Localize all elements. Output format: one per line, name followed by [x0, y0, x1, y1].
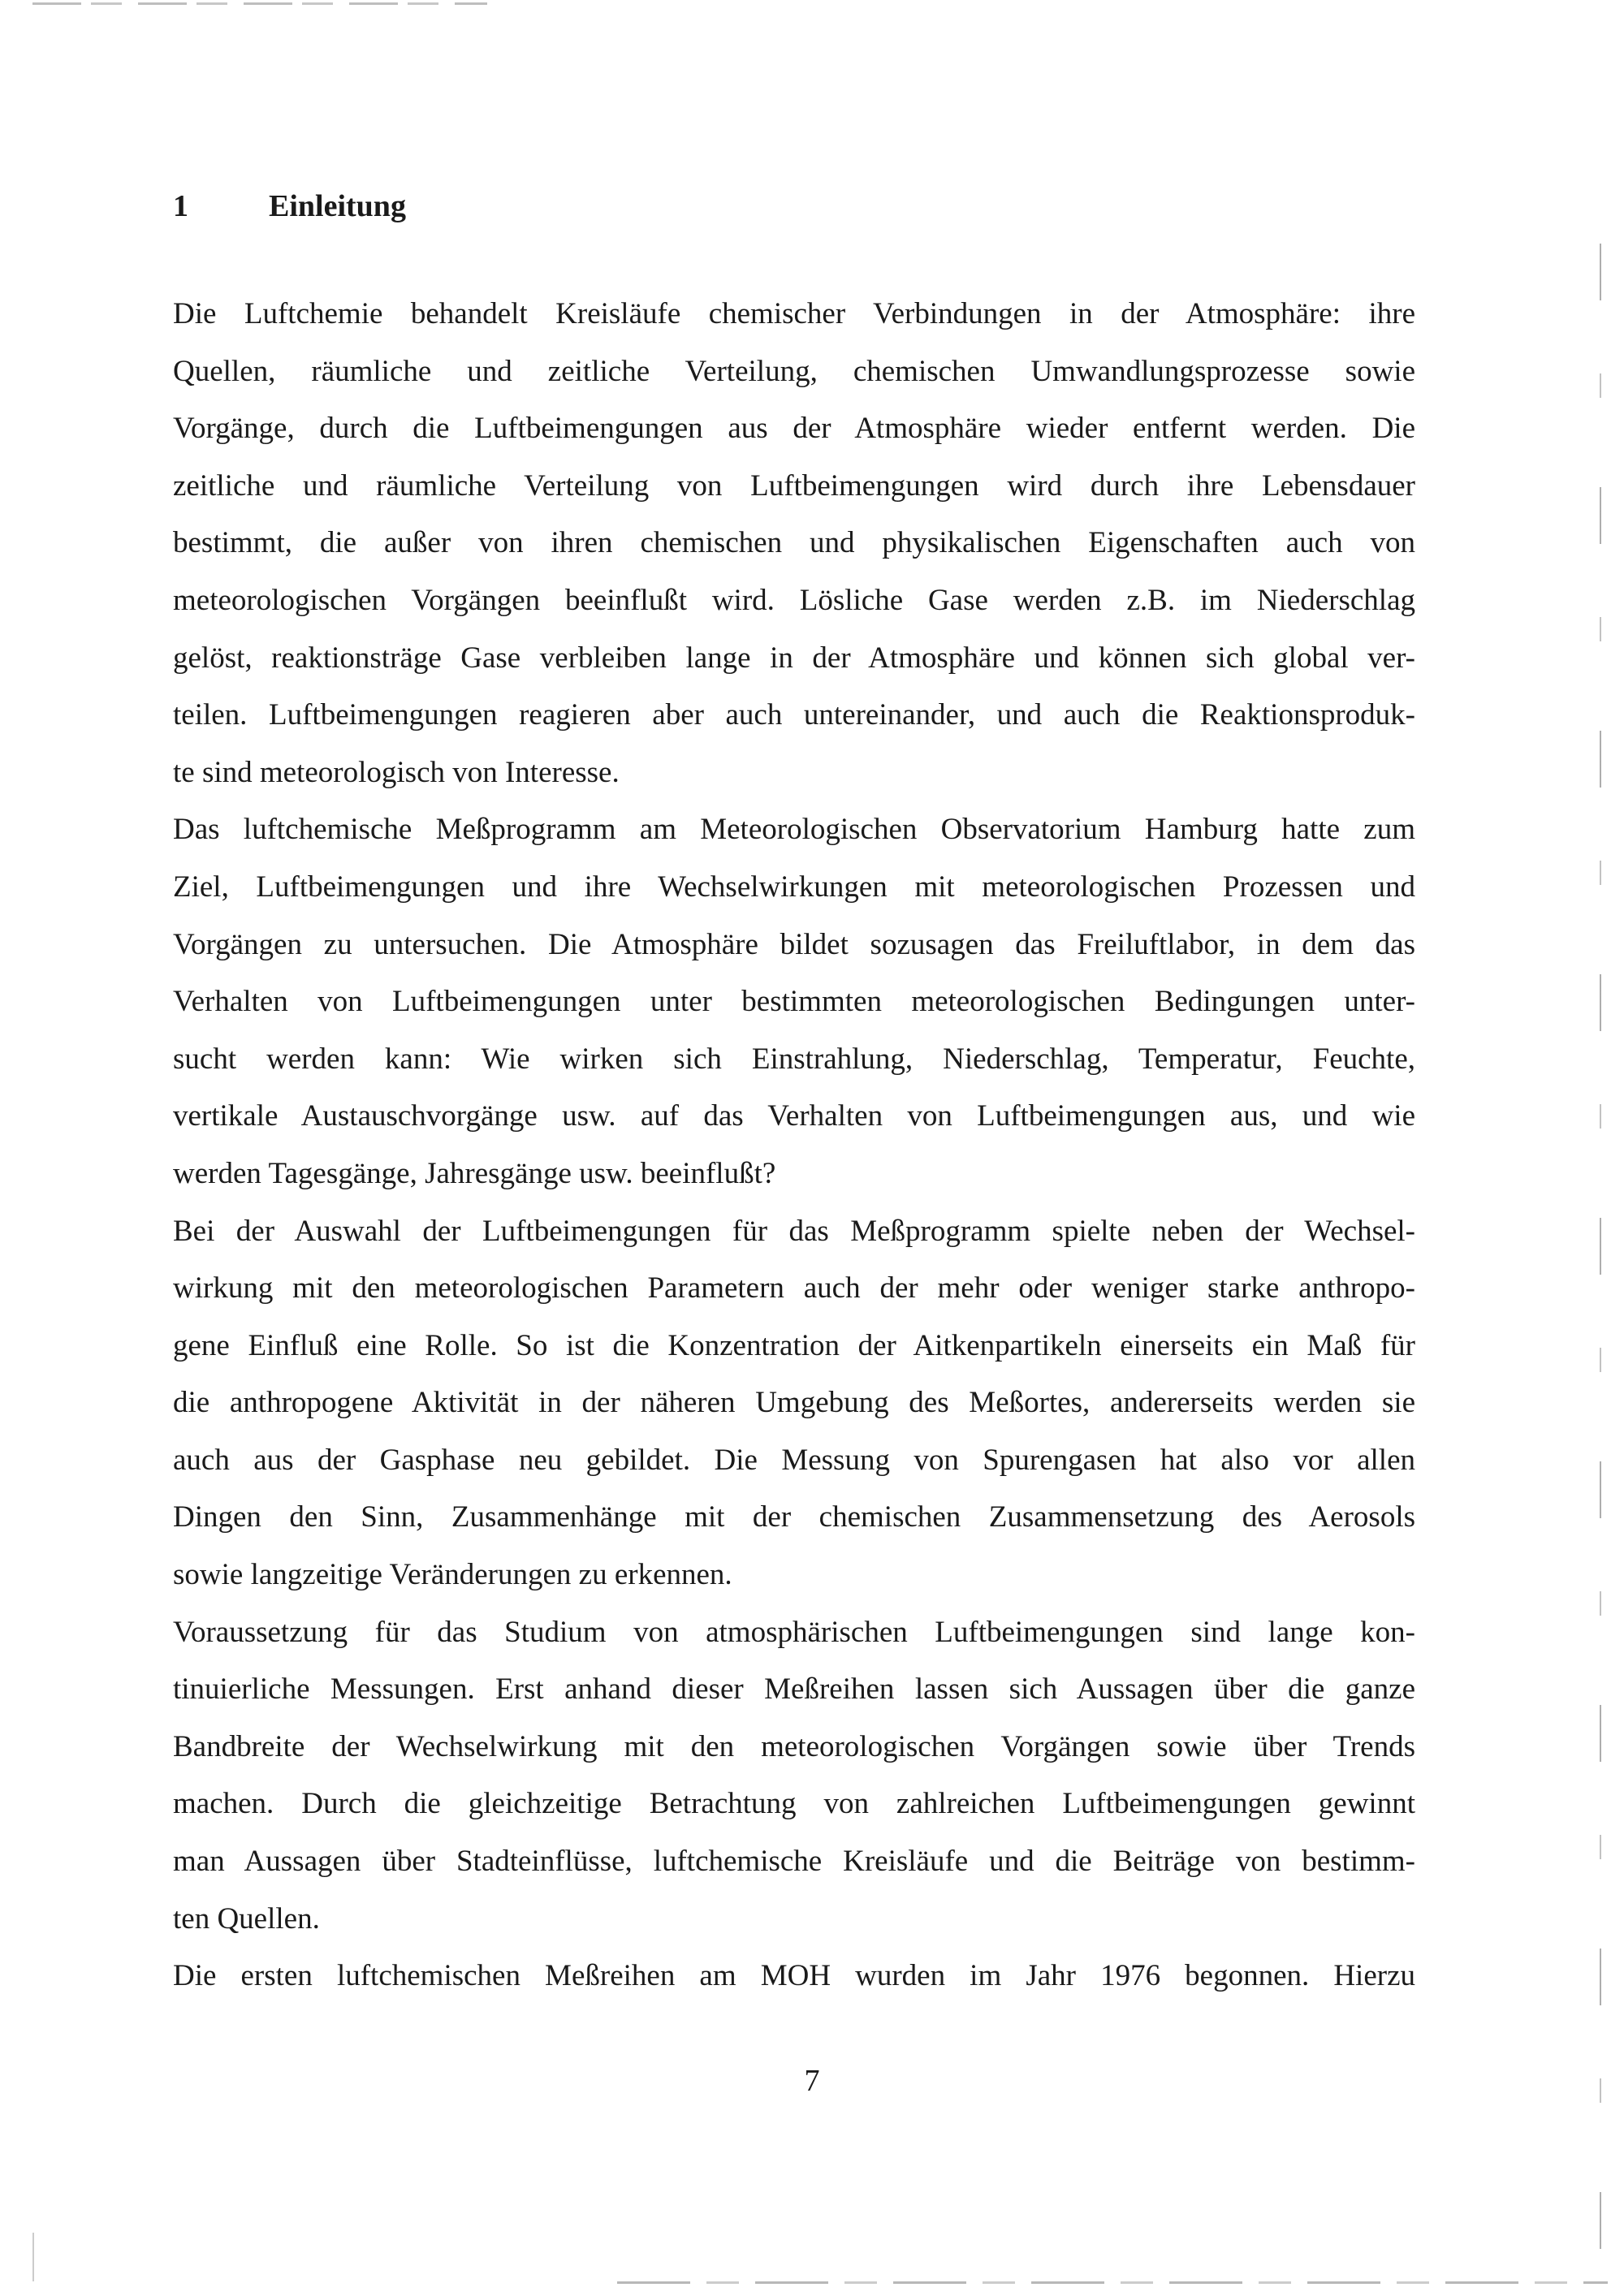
text-line: Die ersten luftchemischen Meßreihen am MOH wurden im Jahr 1976 begonnen. Hierzu: [173, 1959, 1415, 1993]
text-line: machen. Durch die gleichzeitige Betrachtung von zahlreichen Luftbeimengungen gewinnt: [173, 1787, 1415, 1821]
text-line: man Aussagen über Stadteinflüsse, luftchemische Kreisläufe und die Beiträge von bestimm-: [173, 1845, 1415, 1879]
text-line: sucht werden kann: Wie wirken sich Einstrahlung, Niederschlag, Temperatur, Feuchte,: [173, 1042, 1415, 1076]
text-line: te sind meteorologisch von Interesse.: [173, 755, 620, 789]
text-line: vertikale Austauschvorgänge usw. auf das Verhalten von Luftbeimengungen aus, und wie: [173, 1099, 1415, 1133]
text-line: die anthropogene Aktivität in der näheren Umgebung des Meßortes, andererseits werden sie: [173, 1386, 1415, 1420]
paragraph: [173, 1604, 1415, 1949]
text-line: Ziel, Luftbeimengungen und ihre Wechselwirkungen mit meteorologischen Prozessen und: [173, 870, 1415, 904]
text-line: gene Einfluß eine Rolle. So ist die Konzentration der Aitkenpartikeln einerseits ein Maß für: [173, 1328, 1415, 1362]
text-line: ten Quellen.: [173, 1901, 320, 1936]
page-number: 7: [804, 2064, 820, 2098]
text-line: Vorgänge, durch die Luftbeimengungen aus der Atmosphäre wieder entfernt werden. Die: [173, 412, 1415, 446]
scan-edge-right: [1600, 244, 1601, 2273]
text-line: meteorologischen Vorgängen beeinflußt wird. Lösliche Gase werden z.B. im Niederschlag: [173, 583, 1415, 617]
paragraph: [173, 801, 1415, 1202]
text-line: Dingen den Sinn, Zusammenhänge mit der chemischen Zusammensetzung des Aerosols: [173, 1500, 1415, 1534]
scan-mark-corner: [32, 2233, 34, 2281]
text-line: Quellen, räumliche und zeitliche Verteilung, chemischen Umwandlungsprozesse sowie: [173, 354, 1415, 388]
paragraph: [173, 1203, 1415, 1604]
section-number: 1: [173, 189, 188, 223]
text-line: Vorgängen zu untersuchen. Die Atmosphäre bildet sozusagen das Freiluftlabor, in dem das: [173, 927, 1415, 961]
text-line: bestimmt, die außer von ihren chemischen und physikalischen Eigenschaften auch von: [173, 526, 1415, 560]
paragraph: [173, 286, 1415, 801]
text-line: wirkung mit den meteorologischen Parametern auch der mehr oder weniger starke anthropo-: [173, 1271, 1415, 1306]
text-line: auch aus der Gasphase neu gebildet. Die Messung von Spurengasen hat also vor allen: [173, 1443, 1415, 1477]
body-text: [173, 286, 1415, 2005]
text-line: sowie langzeitige Veränderungen zu erkennen.: [173, 1558, 732, 1592]
section-title: Einleitung: [269, 189, 406, 223]
text-line: gelöst, reaktionsträge Gase verbleiben lange in der Atmosphäre und können sich global ver-: [173, 641, 1415, 675]
scan-edge-bottom: [617, 2281, 1608, 2284]
text-line: werden Tagesgänge, Jahresgänge usw. beeinflußt?: [173, 1156, 776, 1190]
text-line: Das luftchemische Meßprogramm am Meteorologischen Observatorium Hamburg hatte zum: [173, 813, 1415, 847]
paragraph: [173, 1948, 1415, 2005]
section-heading: [173, 183, 406, 229]
text-line: Bei der Auswahl der Luftbeimengungen für das Meßprogramm spielte neben der Wechsel-: [173, 1214, 1415, 1248]
scan-edge-top: [32, 2, 487, 5]
text-line: Bandbreite der Wechselwirkung mit den meteorologischen Vorgängen sowie über Trends: [173, 1729, 1415, 1763]
text-line: Voraussetzung für das Studium von atmosphärischen Luftbeimengungen sind lange kon-: [173, 1615, 1415, 1649]
text-line: Verhalten von Luftbeimengungen unter bestimmten meteorologischen Bedingungen unter-: [173, 985, 1415, 1019]
text-line: teilen. Luftbeimengungen reagieren aber auch untereinander, und auch die Reaktionsproduk-: [173, 698, 1415, 732]
text-line: zeitliche und räumliche Verteilung von Luftbeimengungen wird durch ihre Lebensdauer: [173, 468, 1415, 503]
text-line: tinuierliche Messungen. Erst anhand dieser Meßreihen lassen sich Aussagen über die ganze: [173, 1672, 1415, 1707]
text-line: Die Luftchemie behandelt Kreisläufe chemischer Verbindungen in der Atmosphäre: ihre: [173, 297, 1415, 330]
